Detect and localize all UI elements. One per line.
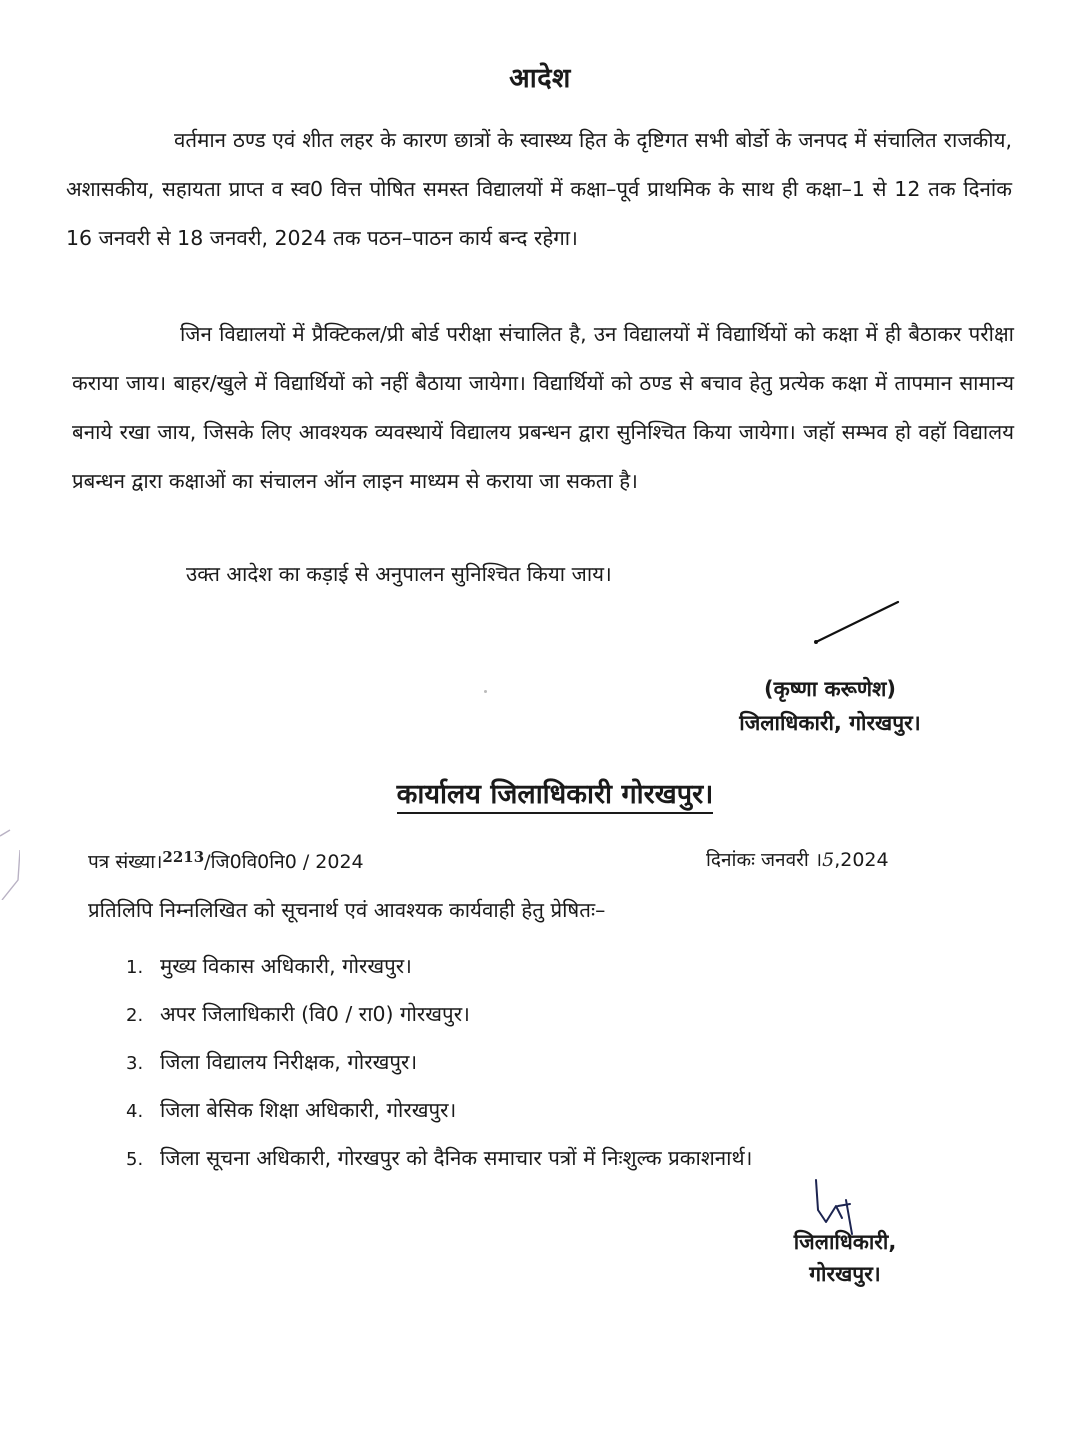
closing-signature-block: [760, 1226, 930, 1290]
letter-number: [88, 848, 364, 874]
date-suffix: ,2024: [834, 849, 889, 871]
paragraph-1-text: वर्तमान ठण्ड एवं शीत लहर के कारण छात्रों के स्वास्थ्य हित के दृष्टिगत सभी बोर्डो के जनपद में संचालित राजकीय, अशासकीय, सहायता प्राप्त व स्व0 वित्त पोषित समस्त विद्यालयों में कक्षा–पूर्व प्राथमिक के साथ ही कक्षा–1 से 12 तक दिनांक 16 जनवरी से 18 जनवरी, 2024 तक पठन–पाठन कार्य बन्द रहेगा।: [66, 128, 1012, 250]
recipient-item: [126, 942, 752, 990]
date-prefix: दिनांकः जनवरी ।: [706, 849, 823, 871]
letter-number-suffix: /जि0वि0नि0 / 2024: [204, 851, 364, 873]
scan-speck: [484, 690, 487, 693]
letter-number-prefix: पत्र संख्या।: [88, 851, 163, 873]
closing-designation: जिलाधिकारी,: [793, 1230, 897, 1254]
office-heading: [0, 774, 1080, 811]
recipient-number: 3.: [126, 1053, 144, 1074]
signatory-block: [700, 672, 960, 740]
copy-forwarded-intro: प्रतिलिपि निम्नलिखित को सूचनार्थ एवं आवश्यक कार्यवाही हेतु प्रेषितः–: [88, 898, 606, 922]
closing-place: गोरखपुर।: [809, 1262, 881, 1286]
recipient-text: जिला सूचना अधिकारी, गोरखपुर को दैनिक समाचार पत्रों में निःशुल्क प्रकाशनार्थ।: [160, 1146, 753, 1170]
signature-stroke-icon: [810, 598, 910, 648]
scan-margin-mark: [0, 810, 20, 900]
recipient-number: 2.: [126, 1005, 144, 1026]
order-paragraph-2: [72, 310, 1014, 506]
recipient-item: [126, 1086, 752, 1134]
office-heading-text: कार्यालय जिलाधिकारी गोरखपुर।: [397, 779, 714, 814]
date-handwritten: 5: [822, 849, 835, 871]
recipient-number: 5.: [126, 1149, 144, 1170]
recipient-text: अपर जिलाधिकारी (वि0 / रा0) गोरखपुर।: [160, 1002, 470, 1026]
signatory-designation: जिलाधिकारी, गोरखपुर।: [739, 711, 921, 735]
recipient-text: जिला विद्यालय निरीक्षक, गोरखपुर।: [160, 1050, 418, 1074]
recipient-number: 4.: [126, 1101, 144, 1122]
order-paragraph-3: उक्त आदेश का कड़ाई से अनुपालन सुनिश्चित किया जाय।: [186, 562, 612, 586]
recipient-item: [126, 1134, 752, 1182]
recipient-item: [126, 1038, 752, 1086]
order-paragraph-1: [66, 116, 1012, 263]
letter-date: [706, 846, 889, 872]
paragraph-2-text: जिन विद्यालयों में प्रैक्टिकल/प्री बोर्ड परीक्षा संचालित है, उन विद्यालयों में विद्यार्थियों को कक्षा में ही बैठाकर परीक्षा कराया जाय। बाहर/खुले में विद्यार्थियों को नहीं बैठाया जायेगा। विद्यार्थियों को ठण्ड से बचाव हेतु प्रत्येक कक्षा में तापमान सामान्य बनाये रखा जाय, जिसके लिए आवश्यक व्यवस्थायें विद्यालय प्रबन्धन द्वारा सुनिश्चित किया जायेगा। जहॉ सम्भव हो वहॉ विद्यालय प्रबन्धन द्वारा कक्षाओं का संचालन ऑन लाइन माध्यम से कराया जा सकता है।: [72, 322, 1014, 493]
recipient-number: 1.: [126, 957, 144, 978]
recipient-text: जिला बेसिक शिक्षा अधिकारी, गोरखपुर।: [160, 1098, 457, 1122]
recipient-list: [126, 942, 752, 1182]
signatory-name: (कृष्णा करूणेश): [764, 677, 896, 701]
recipient-text: मुख्य विकास अधिकारी, गोरखपुर।: [160, 954, 412, 978]
recipient-item: [126, 990, 752, 1038]
letter-number-handwritten: 2213: [162, 848, 205, 866]
document-title: आदेश: [509, 63, 571, 94]
